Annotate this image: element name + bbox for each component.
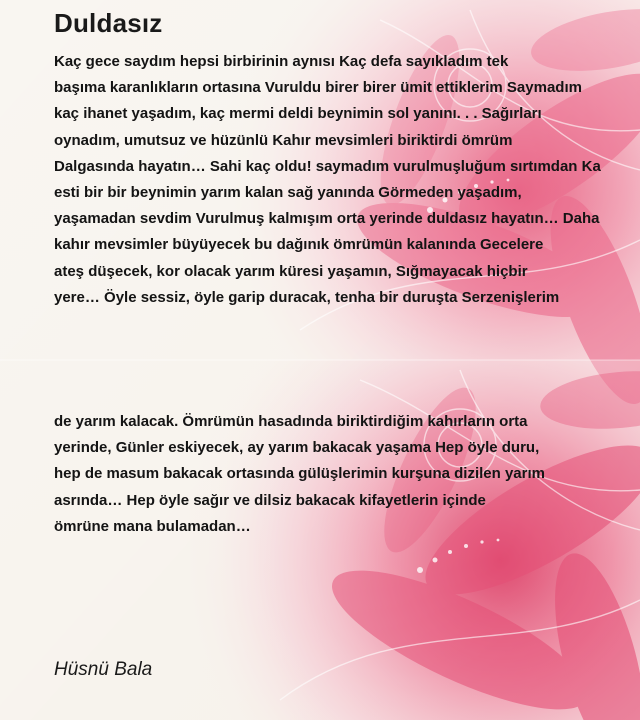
poem-line: kaç ihanet yaşadım, kaç mermi deldi beynimin sol yanını. . . Sağırları [54,105,542,123]
poem-line: ömrüne mana bulamadan… [54,517,251,535]
poem-line: yaşamadan sevdim Vurulmuş kalmışım orta yerinde duldasız hayatın… Daha [54,210,600,228]
poem-line: asrında… Hep öyle sağır ve dilsiz bakacak kifayetlerin içinde [54,491,486,509]
poem-line: hep de masum bakacak ortasında gülüşlerimin kurşuna dizilen yarım [54,465,545,483]
poem-line: kahır mevsimler büyüyecek bu dağınık ömrümün kalanında Gecelere [54,236,544,254]
poem-body-page-2 [54,409,545,540]
poem-line: oynadım, umutsuz ve hüzünlü Kahır mevsimleri biriktirdi ömrüm [54,131,513,149]
poem-author: Hüsnü Bala [54,659,153,680]
poem-line: Kaç gece saydım hepsi birbirinin aynısı Kaç defa sayıkladım tek [54,53,509,70]
poem-line: yerinde, Günler eskiyecek, ay yarım bakacak yaşama Hep öyle duru, [54,439,540,457]
poem-line: başıma karanlıkların ortasına Vuruldu birer birer ümit ettiklerim Saymadım [54,79,582,97]
poem-line: esti bir bir beynimin yarım kalan sağ yanında Görmeden yaşadım, [54,184,522,202]
poem-body-page-1 [54,49,601,311]
poem-line: yere… Öyle sessiz, öyle garip duracak, tenha bir duruşta Serzenişlerim [54,288,560,306]
poem-title: Duldasız [54,8,163,38]
poem-line: de yarım kalacak. Ömrümün hasadında biriktirdiğim kahırların orta [54,413,528,430]
poem-line: Dalgasında hayatın… Sahi kaç oldu! saymadım vurulmuşluğum sırtımdan Ka [54,157,601,175]
poem-line: ateş düşecek, kor olacak yarım küresi yaşamın, Sığmayacak hiçbir [54,262,528,280]
